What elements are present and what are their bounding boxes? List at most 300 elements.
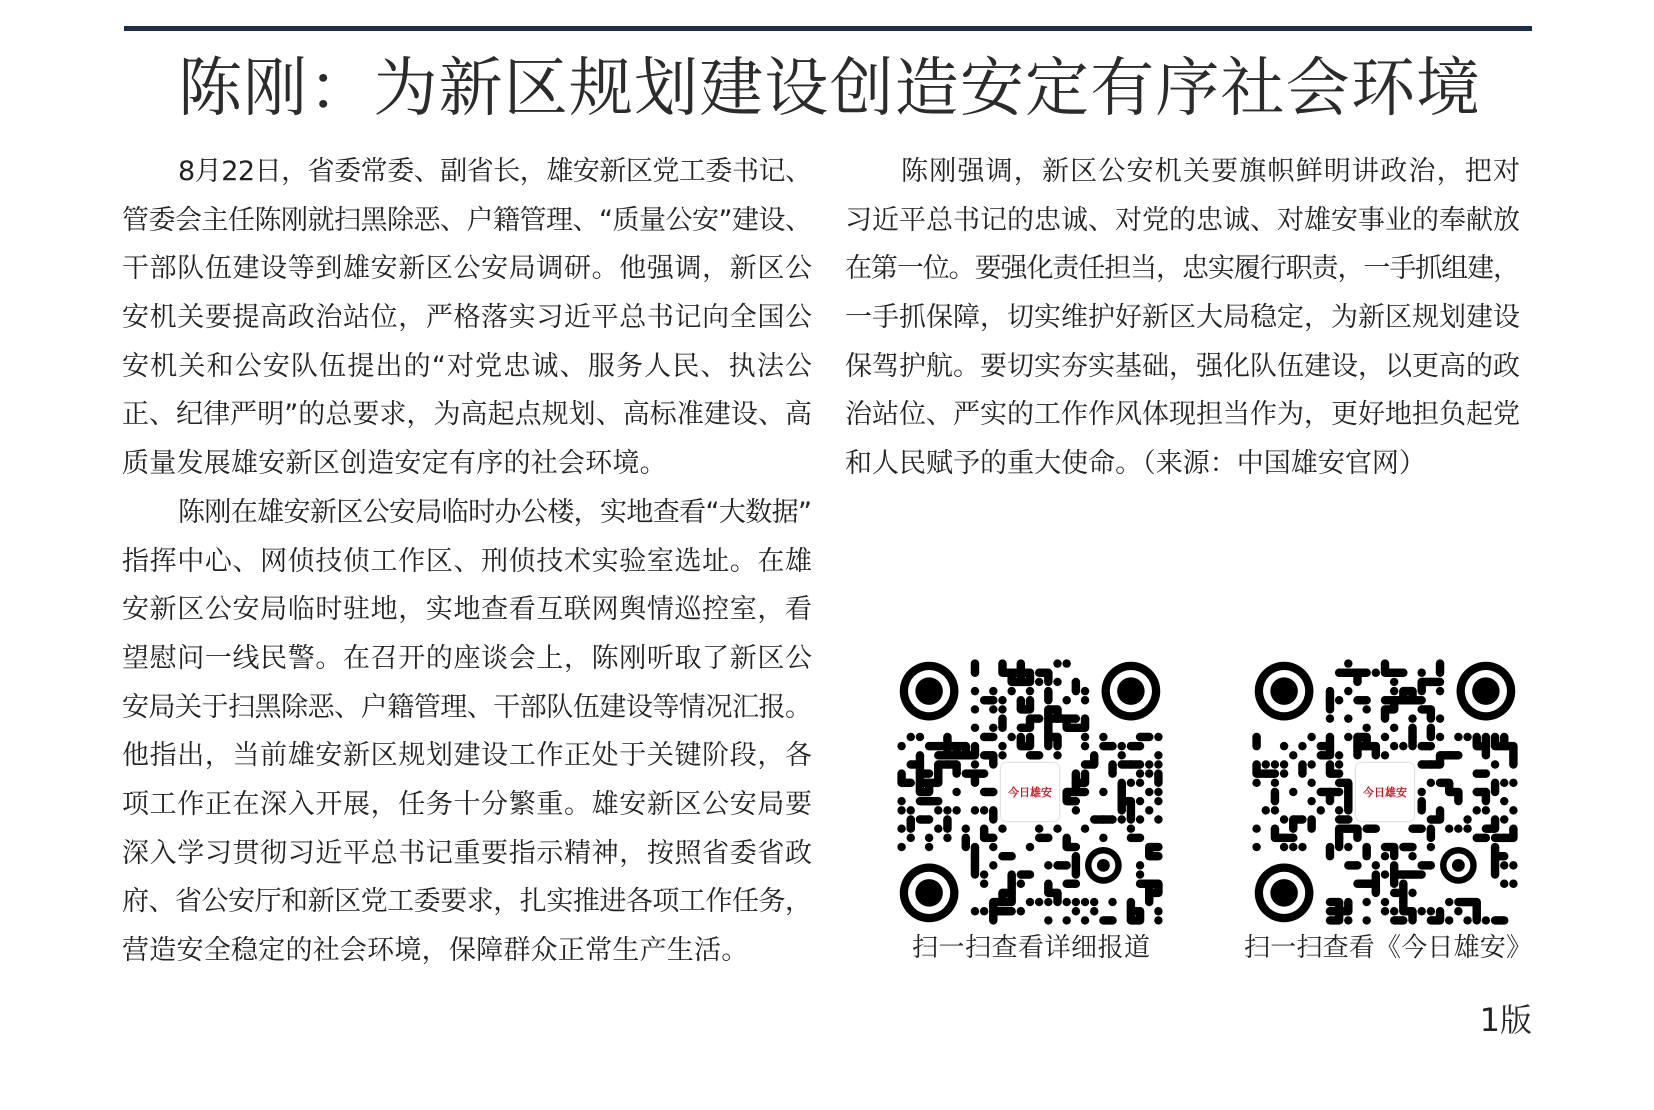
qr-module bbox=[1145, 880, 1153, 888]
qr-module bbox=[1335, 916, 1343, 924]
qr-module bbox=[1399, 907, 1407, 915]
qr-module bbox=[1062, 834, 1070, 842]
qr-module bbox=[1280, 769, 1288, 777]
qr-module bbox=[952, 769, 960, 777]
qr-module bbox=[1417, 696, 1425, 704]
qr-module bbox=[1136, 907, 1144, 915]
paragraph-line: 保驾护航。要切实夯实基础，强化队伍建设，以更高的政 bbox=[845, 350, 1520, 382]
qr-module bbox=[1491, 916, 1499, 924]
qr-module bbox=[1298, 760, 1306, 768]
qr-module bbox=[943, 815, 951, 823]
qr-module bbox=[1053, 733, 1061, 741]
qr-module bbox=[1353, 696, 1361, 704]
qr-module bbox=[1099, 733, 1107, 741]
qr-module bbox=[1335, 898, 1343, 906]
qr-module bbox=[1463, 824, 1471, 832]
qr-module bbox=[1145, 788, 1153, 796]
qr-module bbox=[1399, 687, 1407, 695]
qr-module bbox=[1335, 779, 1343, 787]
qr-module bbox=[1090, 751, 1098, 759]
qr-module bbox=[1026, 898, 1034, 906]
qr-module bbox=[1072, 861, 1080, 869]
qr-module bbox=[962, 843, 970, 851]
qr-module bbox=[1044, 880, 1052, 888]
qr-module bbox=[1417, 742, 1425, 750]
qr-module bbox=[989, 907, 997, 915]
qr-module bbox=[1335, 843, 1343, 851]
qr-module bbox=[1509, 760, 1517, 768]
qr-module bbox=[1362, 824, 1370, 832]
qr-module bbox=[1417, 797, 1425, 805]
paragraph-line: 一手抓保障，切实维护好新区大局稳定，为新区规划建设 bbox=[845, 302, 1520, 334]
qr-module bbox=[1007, 889, 1015, 897]
qr-finder-pattern bbox=[915, 677, 943, 705]
qr-module bbox=[1491, 824, 1499, 832]
qr-module bbox=[916, 788, 924, 796]
qr-module bbox=[1390, 861, 1398, 869]
paragraph-line: 指挥中心、网侦技侦工作区、刑侦技术实验室选址。在雄 bbox=[122, 545, 813, 577]
qr-module bbox=[1099, 742, 1107, 750]
qr-module bbox=[1427, 907, 1435, 915]
qr-module bbox=[1062, 861, 1070, 869]
qr-module bbox=[998, 852, 1006, 860]
qr-module bbox=[1427, 678, 1435, 686]
qr-module bbox=[980, 824, 988, 832]
qr-module bbox=[1017, 659, 1025, 667]
qr-module bbox=[1289, 788, 1297, 796]
qr-module bbox=[1436, 815, 1444, 823]
qr-module bbox=[1289, 751, 1297, 759]
qr-module bbox=[998, 824, 1006, 832]
qr-module bbox=[1509, 742, 1517, 750]
paragraph-line: 在第一位。要强化责任担当，忠实履行职责，一手抓组建， bbox=[845, 253, 1519, 285]
qr-module bbox=[1500, 742, 1508, 750]
qr-module bbox=[1344, 714, 1352, 722]
qr-module bbox=[1390, 880, 1398, 888]
qr-module bbox=[1445, 788, 1453, 796]
qr-module bbox=[971, 760, 979, 768]
qr-module bbox=[1017, 742, 1025, 750]
qr-module bbox=[907, 815, 915, 823]
qr-module bbox=[1154, 880, 1162, 888]
article-right-column bbox=[845, 148, 1520, 489]
qr-module bbox=[1344, 861, 1352, 869]
qr-module bbox=[1399, 898, 1407, 906]
qr-module bbox=[1399, 889, 1407, 897]
qr-module bbox=[1145, 852, 1153, 860]
qr-module bbox=[897, 843, 905, 851]
qr-module bbox=[1344, 669, 1352, 677]
qr-module bbox=[980, 751, 988, 759]
qr-module bbox=[943, 824, 951, 832]
qr-module bbox=[1335, 806, 1343, 814]
qr-module bbox=[1154, 916, 1162, 924]
qr-module bbox=[1154, 788, 1162, 796]
qr-module bbox=[907, 806, 915, 814]
qr-module bbox=[971, 779, 979, 787]
qr-module bbox=[1353, 861, 1361, 869]
qr-module bbox=[1026, 724, 1034, 732]
qr-module bbox=[1154, 779, 1162, 787]
qr-module bbox=[1127, 898, 1135, 906]
qr-module bbox=[1007, 852, 1015, 860]
paragraph-line: 习近平总书记的忠诚、对党的忠诚、对雄安事业的奉献放 bbox=[845, 204, 1520, 236]
paragraph-line: 安新区公安局临时驻地，实地查看互联网舆情巡控室，看 bbox=[122, 594, 813, 626]
qr-module bbox=[1408, 889, 1416, 897]
qr-module bbox=[916, 733, 924, 741]
qr-module bbox=[1491, 733, 1499, 741]
qr-module bbox=[1136, 880, 1144, 888]
qr-module bbox=[1427, 843, 1435, 851]
qr-module bbox=[1289, 815, 1297, 823]
qr-module bbox=[1445, 751, 1453, 759]
qr-module bbox=[1436, 916, 1444, 924]
qr-module bbox=[989, 815, 997, 823]
qr-module bbox=[1099, 815, 1107, 823]
qr-module bbox=[1062, 659, 1070, 667]
qr-module bbox=[1399, 669, 1407, 677]
qr-module bbox=[998, 907, 1006, 915]
qr-module bbox=[1053, 659, 1061, 667]
qr-module bbox=[1482, 916, 1490, 924]
qr-module bbox=[1136, 834, 1144, 842]
qr-module bbox=[1298, 815, 1306, 823]
paragraph-line: 8月22日，省委常委、副省长，雄安新区党工委书记、 bbox=[178, 156, 812, 187]
qr-module bbox=[1017, 678, 1025, 686]
qr-module bbox=[1099, 916, 1107, 924]
qr-module bbox=[998, 742, 1006, 750]
qr-module bbox=[943, 733, 951, 741]
qr-module bbox=[1026, 870, 1034, 878]
qr-module bbox=[1044, 724, 1052, 732]
qr-module bbox=[1026, 705, 1034, 713]
paragraph-line: 质量发展雄安新区创造安定有序的社会环境。 bbox=[122, 448, 667, 480]
qr-module bbox=[1062, 843, 1070, 851]
qr-module bbox=[1372, 880, 1380, 888]
qr-module bbox=[1081, 687, 1089, 695]
qr-module bbox=[971, 687, 979, 695]
qr-module bbox=[1436, 779, 1444, 787]
qr-module bbox=[1427, 861, 1435, 869]
qr-module bbox=[1035, 834, 1043, 842]
qr-module bbox=[1072, 907, 1080, 915]
qr-module bbox=[1271, 806, 1279, 814]
qr-module bbox=[1326, 843, 1334, 851]
qr-module bbox=[1436, 733, 1444, 741]
qr-module bbox=[980, 834, 988, 842]
qr-module bbox=[989, 916, 997, 924]
qr-module bbox=[897, 824, 905, 832]
qr-module bbox=[1454, 898, 1462, 906]
qr-module bbox=[1372, 742, 1380, 750]
qr-module bbox=[1007, 687, 1015, 695]
qr-module bbox=[1482, 733, 1490, 741]
qr-module bbox=[1381, 696, 1389, 704]
qr-module bbox=[1427, 916, 1435, 924]
qr-module bbox=[1326, 687, 1334, 695]
qr-module bbox=[897, 779, 905, 787]
qr-module bbox=[1280, 742, 1288, 750]
qr-finder-pattern bbox=[1270, 879, 1298, 907]
qr-module bbox=[1445, 824, 1453, 832]
qr-module bbox=[907, 834, 915, 842]
qr-module bbox=[1408, 724, 1416, 732]
qr-module bbox=[1326, 751, 1334, 759]
qr-module bbox=[1390, 669, 1398, 677]
qr-module bbox=[1491, 742, 1499, 750]
qr-module bbox=[1353, 834, 1361, 842]
qr-module bbox=[1044, 889, 1052, 897]
qr-module bbox=[1500, 733, 1508, 741]
qr-module bbox=[1118, 815, 1126, 823]
qr-module bbox=[1252, 779, 1260, 787]
qr-module bbox=[1335, 824, 1343, 832]
qr-module bbox=[1482, 742, 1490, 750]
paragraph-line: 府、省公安厅和新区党工委要求，扎实推进各项工作任务， bbox=[122, 886, 812, 918]
qr-module bbox=[916, 797, 924, 805]
qr-finder-pattern bbox=[1117, 677, 1145, 705]
qr-module bbox=[1344, 898, 1352, 906]
qr-module bbox=[1154, 843, 1162, 851]
qr-module bbox=[1491, 852, 1499, 860]
qr-module bbox=[1353, 678, 1361, 686]
qr-module bbox=[1081, 898, 1089, 906]
header-rule bbox=[124, 26, 1532, 31]
qr-module bbox=[1417, 806, 1425, 814]
qr-module bbox=[1081, 733, 1089, 741]
qr-module bbox=[1353, 751, 1361, 759]
qr-module bbox=[925, 788, 933, 796]
qr-module bbox=[934, 779, 942, 787]
qr-module bbox=[1136, 769, 1144, 777]
qr-module bbox=[1026, 751, 1034, 759]
qr-module bbox=[998, 751, 1006, 759]
qr-module bbox=[1127, 824, 1135, 832]
qr-code-detail-report bbox=[897, 659, 1163, 925]
qr-module bbox=[1427, 779, 1435, 787]
qr-module bbox=[1081, 714, 1089, 722]
qr-module bbox=[1062, 696, 1070, 704]
qr-module bbox=[1500, 916, 1508, 924]
qr-module bbox=[1344, 806, 1352, 814]
qr-module bbox=[1136, 916, 1144, 924]
article-paragraph bbox=[845, 148, 1520, 489]
qr-module bbox=[998, 696, 1006, 704]
qr-module bbox=[1509, 834, 1517, 842]
qr-module bbox=[1136, 870, 1144, 878]
qr-module bbox=[980, 769, 988, 777]
qr-module bbox=[1381, 705, 1389, 713]
qr-module bbox=[1408, 907, 1416, 915]
qr-module bbox=[897, 797, 905, 805]
qr-module bbox=[1362, 898, 1370, 906]
qr-module bbox=[1252, 824, 1260, 832]
qr-module bbox=[1436, 669, 1444, 677]
qr-module bbox=[989, 806, 997, 814]
qr-module bbox=[943, 834, 951, 842]
qr-module bbox=[989, 724, 997, 732]
qr-module bbox=[1053, 714, 1061, 722]
qr-module bbox=[1353, 669, 1361, 677]
qr-module bbox=[971, 705, 979, 713]
qr-module bbox=[1298, 742, 1306, 750]
qr-module bbox=[1381, 714, 1389, 722]
qr-module bbox=[1381, 669, 1389, 677]
qr-module bbox=[1427, 705, 1435, 713]
qr-module bbox=[1326, 898, 1334, 906]
qr-module bbox=[897, 742, 905, 750]
qr-module bbox=[989, 788, 997, 796]
qr-module bbox=[1390, 696, 1398, 704]
qr-module bbox=[1335, 760, 1343, 768]
qr-module bbox=[1427, 815, 1435, 823]
qr-module bbox=[1344, 843, 1352, 851]
qr-module bbox=[1035, 714, 1043, 722]
qr-module bbox=[1307, 797, 1315, 805]
qr-module bbox=[1035, 678, 1043, 686]
qr-module bbox=[1298, 843, 1306, 851]
qr-module bbox=[1317, 751, 1325, 759]
qr-module bbox=[1081, 779, 1089, 787]
qr-module bbox=[1081, 769, 1089, 777]
qr-module bbox=[1081, 788, 1089, 796]
qr-module bbox=[1072, 806, 1080, 814]
qr-module bbox=[916, 751, 924, 759]
qr-module bbox=[1362, 669, 1370, 677]
qr-module bbox=[1362, 724, 1370, 732]
qr-module bbox=[1427, 714, 1435, 722]
qr-module bbox=[1436, 760, 1444, 768]
paragraph-line: 深入学习贯彻习近平总书记重要指示精神，按照省委省政 bbox=[122, 837, 813, 869]
qr-module bbox=[998, 669, 1006, 677]
qr-module bbox=[1053, 742, 1061, 750]
qr-module bbox=[1390, 724, 1398, 732]
qr-module bbox=[1154, 907, 1162, 915]
qr-module bbox=[916, 779, 924, 787]
qr-module bbox=[1491, 843, 1499, 851]
qr-module bbox=[943, 760, 951, 768]
qr-module bbox=[1127, 742, 1135, 750]
qr-module bbox=[952, 760, 960, 768]
qr-module bbox=[971, 852, 979, 860]
qr-module bbox=[1145, 898, 1153, 906]
qr-module bbox=[1108, 898, 1116, 906]
qr-module bbox=[1007, 898, 1015, 906]
qr-caption-today-xiongan: 扫一扫查看《今日雄安》 bbox=[1244, 933, 1533, 963]
qr-module bbox=[1271, 834, 1279, 842]
qr-module bbox=[943, 806, 951, 814]
qr-module bbox=[1335, 907, 1343, 915]
article-paragraph bbox=[122, 489, 812, 976]
qr-module bbox=[1136, 797, 1144, 805]
qr-module bbox=[1007, 669, 1015, 677]
qr-module bbox=[1473, 742, 1481, 750]
qr-module bbox=[1344, 797, 1352, 805]
qr-module bbox=[1017, 705, 1025, 713]
qr-module bbox=[1509, 779, 1517, 787]
qr-module bbox=[1344, 824, 1352, 832]
qr-module bbox=[1145, 806, 1153, 814]
qr-module bbox=[1145, 889, 1153, 897]
qr-module bbox=[989, 696, 997, 704]
qr-module bbox=[1335, 834, 1343, 842]
qr-module bbox=[1090, 898, 1098, 906]
paragraph-line: 管委会主任陈刚就扫黑除恶、户籍管理、“质量公安”建设、 bbox=[122, 204, 812, 236]
qr-module bbox=[1390, 907, 1398, 915]
qr-module bbox=[1307, 824, 1315, 832]
paragraph-line: 营造安全稳定的社会环境，保障群众正常生产生活。 bbox=[122, 935, 749, 966]
qr-module bbox=[1427, 724, 1435, 732]
qr-module bbox=[1463, 898, 1471, 906]
qr-module bbox=[1044, 669, 1052, 677]
qr-module bbox=[934, 769, 942, 777]
qr-module bbox=[1127, 797, 1135, 805]
qr-module bbox=[1362, 733, 1370, 741]
qr-module bbox=[1326, 696, 1334, 704]
qr-module bbox=[1154, 733, 1162, 741]
qr-module bbox=[1417, 907, 1425, 915]
qr-module bbox=[1390, 687, 1398, 695]
qr-module bbox=[1145, 769, 1153, 777]
qr-module bbox=[1062, 797, 1070, 805]
qr-module bbox=[1390, 870, 1398, 878]
qr-module bbox=[1044, 861, 1052, 869]
qr-module bbox=[1017, 907, 1025, 915]
qr-module bbox=[1026, 678, 1034, 686]
qr-module bbox=[1362, 916, 1370, 924]
qr-module bbox=[1154, 760, 1162, 768]
qr-module bbox=[1491, 760, 1499, 768]
qr-module bbox=[1262, 806, 1270, 814]
qr-module bbox=[1072, 724, 1080, 732]
qr-module bbox=[1408, 824, 1416, 832]
qr-module bbox=[980, 880, 988, 888]
qr-module bbox=[962, 824, 970, 832]
qr-module bbox=[1053, 889, 1061, 897]
qr-module bbox=[1417, 861, 1425, 869]
qr-module bbox=[971, 907, 979, 915]
qr-module bbox=[1491, 788, 1499, 796]
qr-module bbox=[1509, 806, 1517, 814]
qr-module bbox=[1353, 880, 1361, 888]
qr-caption-detail-report: 扫一扫查看详细报道 bbox=[912, 933, 1151, 963]
qr-module bbox=[1417, 678, 1425, 686]
qr-module bbox=[1353, 824, 1361, 832]
qr-module bbox=[1482, 834, 1490, 842]
paragraph-line: 和人民赋予的重大使命。（来源：中国雄安官网） bbox=[845, 448, 1426, 480]
qr-module bbox=[1118, 788, 1126, 796]
qr-module bbox=[1473, 769, 1481, 777]
qr-module bbox=[971, 806, 979, 814]
qr-module bbox=[1372, 751, 1380, 759]
paragraph-line: 陈刚在雄安新区公安局临时办公楼，实地查看“大数据” bbox=[178, 496, 812, 528]
qr-module bbox=[1099, 834, 1107, 842]
qr-module bbox=[1381, 843, 1389, 851]
qr-module bbox=[1017, 733, 1025, 741]
page-number: 1版 bbox=[1479, 1001, 1532, 1039]
qr-module bbox=[1127, 815, 1135, 823]
qr-module bbox=[1436, 806, 1444, 814]
qr-module bbox=[1289, 843, 1297, 851]
qr-module bbox=[971, 843, 979, 851]
qr-module bbox=[1280, 815, 1288, 823]
qr-module bbox=[1500, 797, 1508, 805]
qr-module bbox=[1482, 751, 1490, 759]
paragraph-line: 望慰问一线民警。在召开的座谈会上，陈刚听取了新区公 bbox=[122, 642, 813, 674]
qr-module bbox=[971, 659, 979, 667]
qr-module bbox=[1500, 815, 1508, 823]
qr-module bbox=[1482, 788, 1490, 796]
